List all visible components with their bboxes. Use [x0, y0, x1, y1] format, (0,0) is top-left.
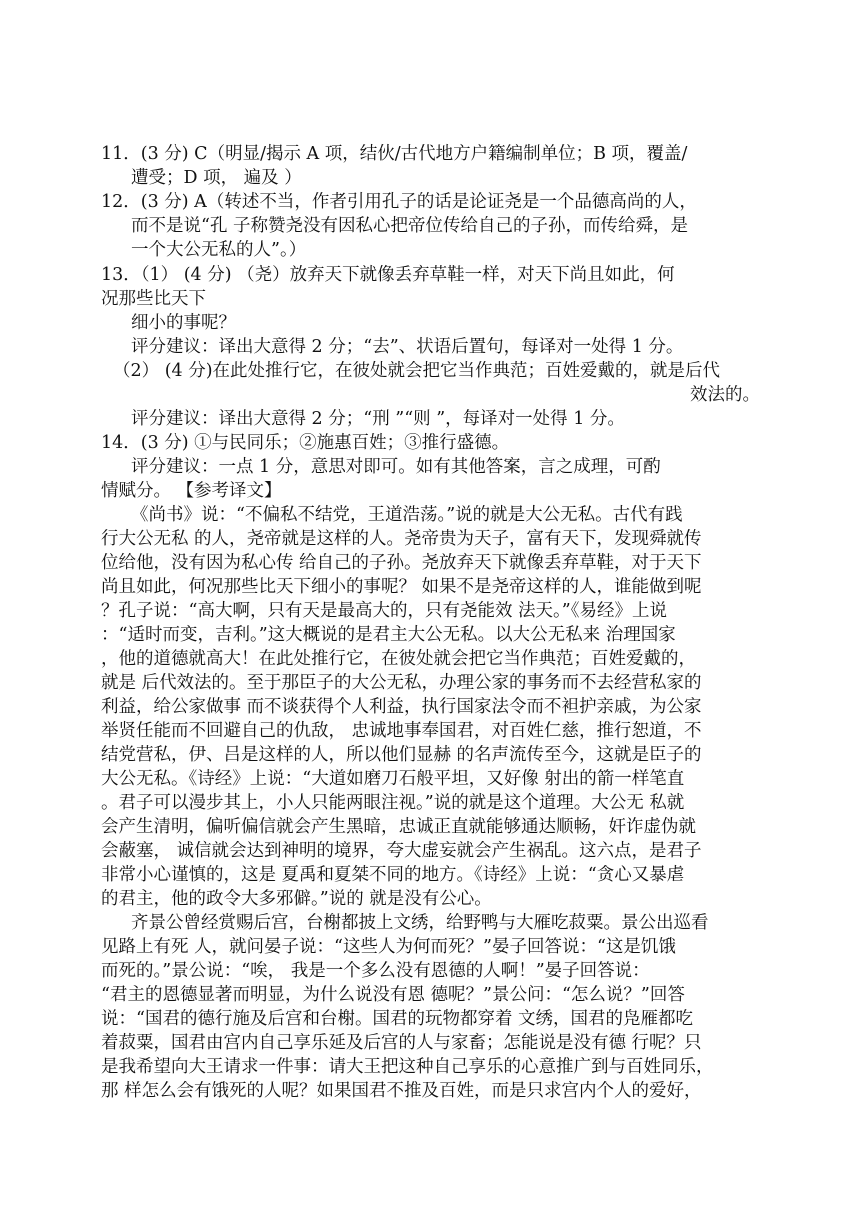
translation-p2-line-4: “君主的恩德显著而明显，为什么说没有恩 德呢？”景公问：“怎么说？”回答: [101, 985, 685, 1005]
answer-12-line-2: 而不是说“孔 子称赞尧没有因私心把帝位传给自己的子孙，而传给舜，是: [131, 216, 689, 236]
translation-p1-line-11: 结党营私，伊、吕是这样的人，所以他们显赫 的名声流传至今，这就是臣子的: [101, 745, 702, 765]
translation-p1-line-7: ，他的道德就高大！在此处推行它，在彼处就会把它当作典范；百姓爱戴的，: [101, 649, 696, 669]
answer-14: 14．(3 分) ①与民同乐；②施惠百姓；③推行盛德。: [101, 433, 510, 453]
translation-p2-line-3: 而死的。”景公说：“唉， 我是一个多么没有恩德的人啊！”晏子回答说：: [101, 961, 650, 981]
translation-p1-line-1: 《尚书》说：“不偏私不结党，王道浩荡。”说的就是大公无私。古代有践: [131, 505, 683, 525]
translation-p1-line-8: 就是 后代效法的。至于那臣子的大公无私，办理公家的事务而不去经营私家的: [101, 673, 702, 693]
answer-12-line-3: 一个大公无私的人”。）: [131, 240, 307, 260]
answer-13-line-2: 况那些比天下: [101, 289, 206, 309]
answer-13-2-line-2: 效法的。: [690, 385, 760, 405]
translation-p1-line-4: 尚且如此，何况那些比天下细小的事呢？ 如果不是尧帝这样的人，谁能做到呢: [101, 577, 702, 597]
translation-p1-line-10: 举贤任能而不回避自己的仇敌， 忠诚地事奉国君，对百姓仁慈，推行恕道，不: [101, 721, 702, 741]
translation-p1-line-5: ？孔子说：“高大啊，只有天是最高大的，只有尧能效 法天。”《易经》上说: [101, 601, 667, 621]
answer-11-line-2: 遭受；D 项， 遍及 ）: [131, 168, 302, 188]
translation-p1-line-17: 的君主，他的政令大多邪僻。”说的 就是没有公心。: [101, 889, 492, 909]
answer-11-line-1: 11．(3 分) C（明显/揭示 A 项，结伙/古代地方户籍编制单位；B 项，覆盖/: [101, 144, 688, 164]
translation-p2-line-7: 是我希望向大王请求一件事：请大王把这种自己享乐的心意推广到与百姓同乐，: [101, 1057, 714, 1077]
translation-p1-line-6: ：“适时而变，吉利。”这大概说的是君主大公无私。以大公无私来 治理国家: [101, 625, 676, 645]
translation-p2-line-6: 着菽粟，国君由宫内自己享乐延及后宫的人与家畜；怎能说是没有德 行呢？只: [101, 1033, 702, 1053]
scoring-note-14-line-1: 评分建议：一点 1 分，意思对即可。如有其他答案，言之成理，可酌: [131, 457, 661, 477]
translation-p1-line-14: 会产生清明，偏听偏信就会产生黑暗，忠诚正直就能够通达顺畅，奸诈虚伪就: [101, 817, 696, 837]
translation-p2-line-8: 那 样怎么会有饿死的人呢？如果国君不推及百姓，而是只求宫内个人的爱好，: [101, 1081, 702, 1101]
translation-p1-line-13: 。君子可以漫步其上，小人只能两眼注视。”说的就是这个道理。大公无 私就: [101, 793, 685, 813]
translation-p1-line-12: 大公无私。《诗经》上说：“大道如磨刀石般平坦，又好像 射出的箭一样笔直: [101, 769, 685, 789]
translation-p2-line-5: 说：“国君的德行施及后宫和台榭。国君的玩物都穿着 文绣，国君的凫雁都吃: [101, 1009, 694, 1029]
translation-p1-line-16: 非常小心谨慎的，这是 夏禹和夏桀不同的地方。《诗经》上说：“贪心又暴虐: [101, 865, 685, 885]
answer-13-line-3: 细小的事呢？: [131, 313, 236, 333]
translation-p1-line-15: 会蔽塞， 诚信就会达到神明的境界，夸大虚妄就会产生祸乱。这六点，是君子: [101, 841, 702, 861]
translation-p1-line-2: 行大公无私 的人，尧帝就是这样的人。尧帝贵为天子，富有天下，发现舜就传: [101, 529, 702, 549]
translation-p2-line-1: 齐景公曾经赏赐后宫，台榭都披上文绣，给野鸭与大雁吃菽粟。景公出巡看: [131, 913, 709, 933]
scoring-note-13-1: 评分建议：译出大意得 2 分；“去”、状语后置句，每译对一处得 1 分。: [131, 337, 684, 357]
translation-p1-line-3: 位给他，没有因为私心传 给自己的子孙。尧放弃天下就像丢弃草鞋，对于天下: [101, 553, 702, 573]
answer-13-line-1: 13．（1） (4 分) （尧）放弃天下就像丢弃草鞋一样，对天下尚且如此，何: [101, 265, 675, 285]
translation-p2-line-2: 见路上有死 人，就问晏子说：“这些人为何而死？”晏子回答说：“这是饥饿: [101, 937, 676, 957]
translation-p1-line-9: 利益，给公家做事 而不谈获得个人利益，执行国家法令而不袒护亲戚，为公家: [101, 697, 702, 717]
scoring-note-14-line-2: 情赋分。 【参考译文】: [101, 481, 282, 501]
answer-13-2-line-1: （2） (4 分)在此处推行它，在彼处就会把它当作典范；百姓爱戴的，就是后代: [113, 361, 721, 381]
scoring-note-13-2: 评分建议：译出大意得 2 分；“刑 ”“则 ”，每译对一处得 1 分。: [131, 409, 625, 429]
answer-12-line-1: 12．(3 分) A（转述不当，作者引用孔子的话是论证尧是一个品德高尚的人，: [101, 192, 697, 212]
